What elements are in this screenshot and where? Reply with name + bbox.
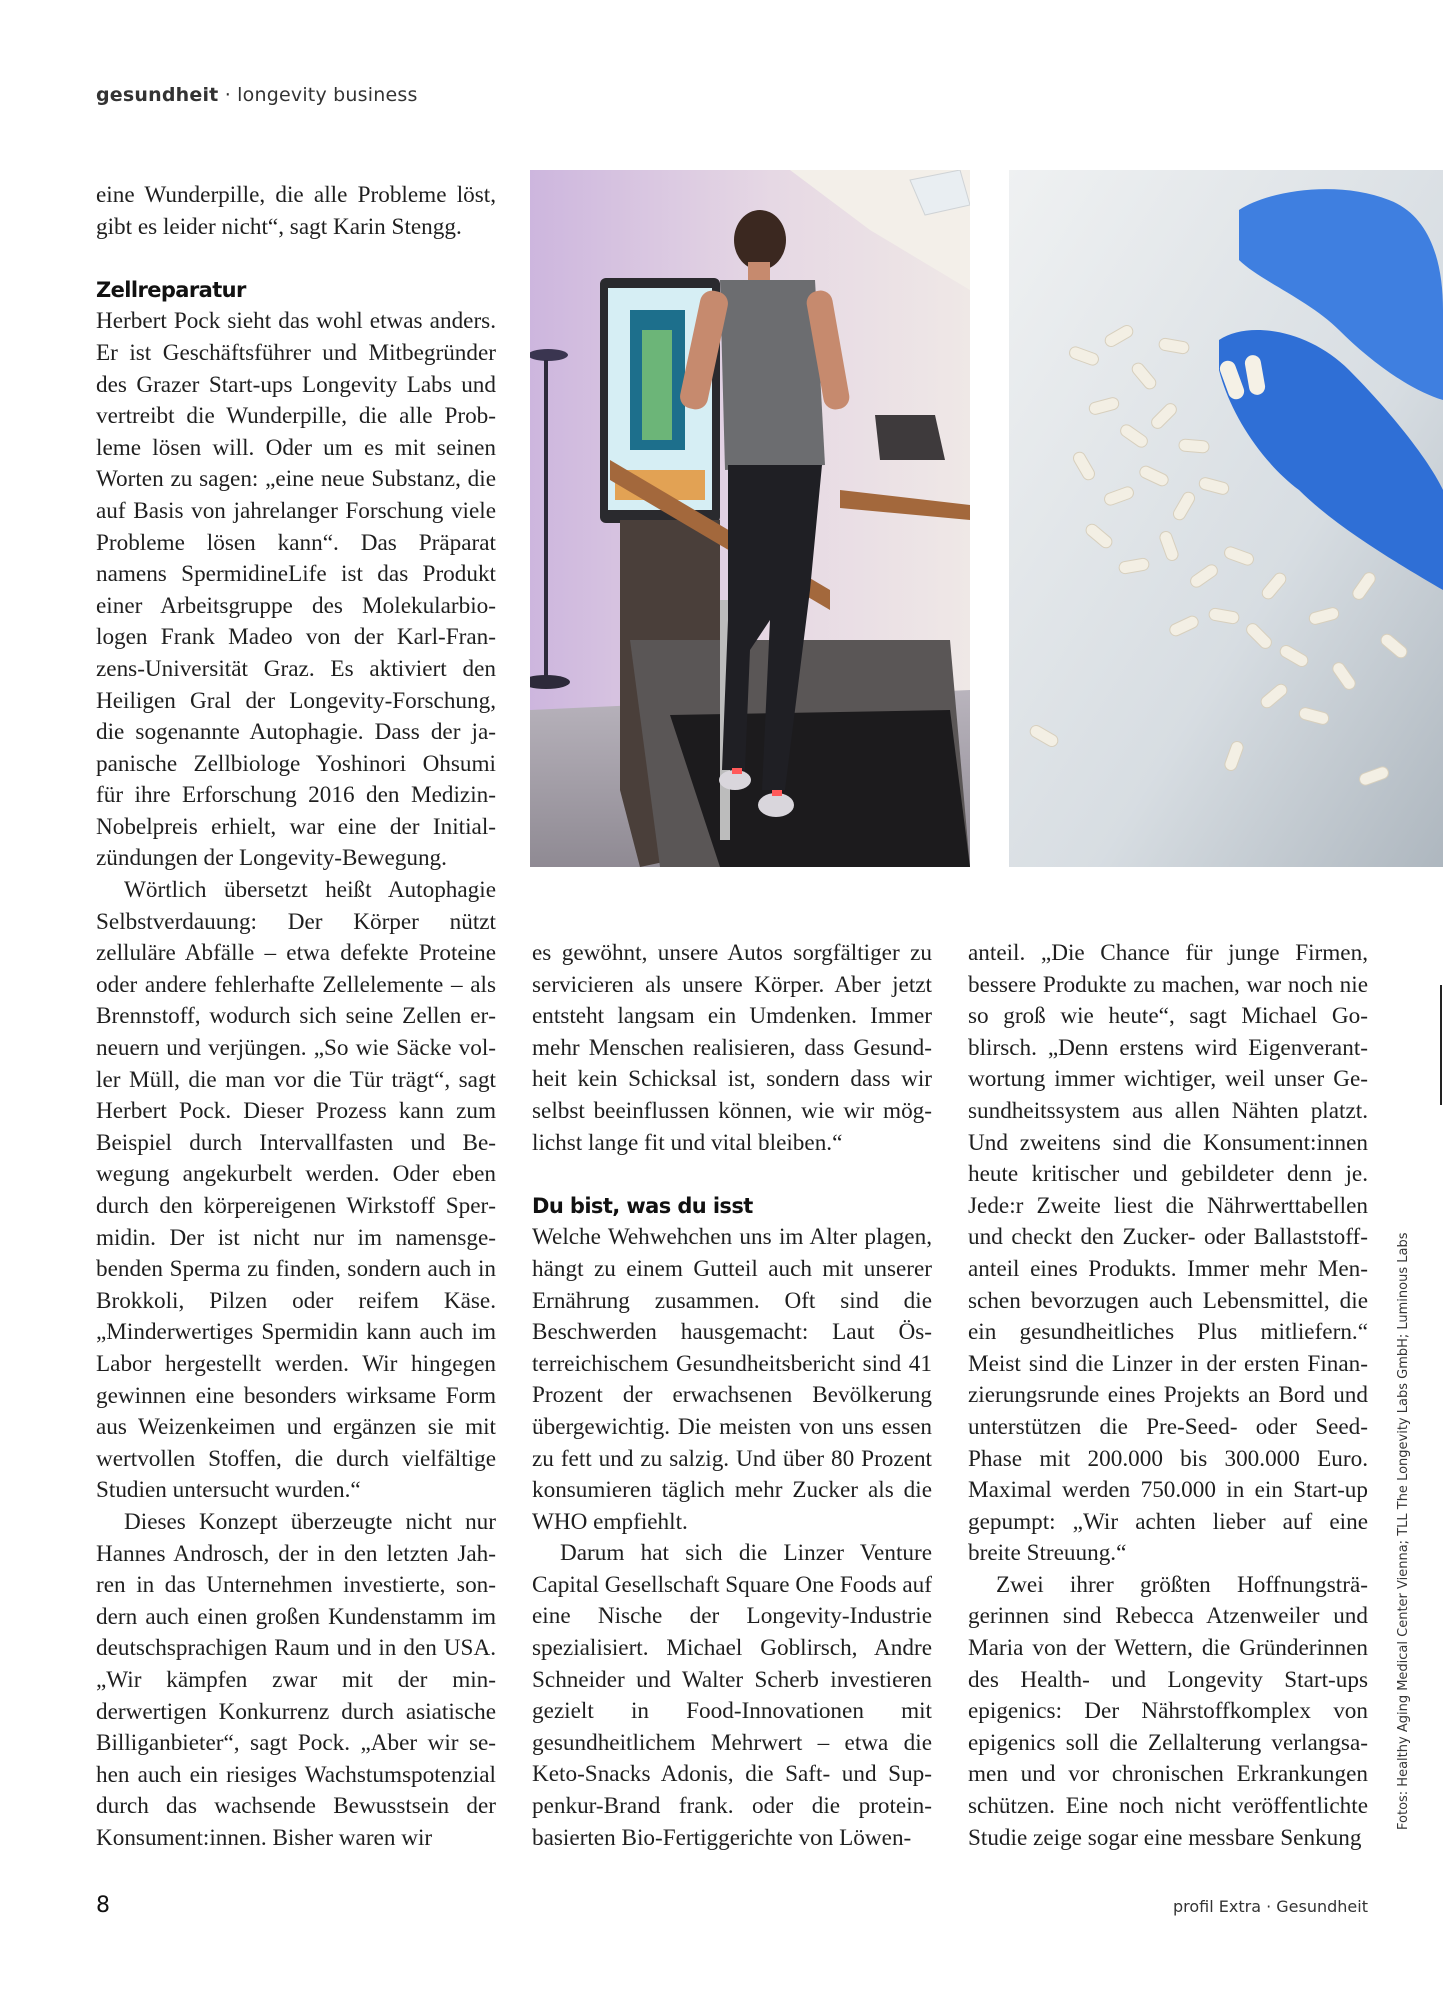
body-paragraph: Herbert Pock sieht das wohl etwas anders. Er ist Geschäftsführer und Mitbegründer des Grazer Start-ups Longevity Labs und vertreibt die Wunderpille, die alle Probleme lösen will. Oder um es mit seinen Worten zu sagen: „eine neue Substanz, die auf Basis von jahrelanger Forschung viele Probleme lösen kann“. Das Präparat namens SpermidineLife ist das Produkt einer Arbeitsgruppe des Molekularbiologen Frank Madeo von der Karl-Franzens-Universität Graz. Es aktiviert den Heiligen Gral der Longevity-Forschung, die sogenannte Autophagie. Dass der japanische Zellbiologe Yoshinori Ohsumi für ihre Erforschung 2016 den Medizin-Nobelpreis erhielt, war eine der Initialzündungen der Longevity-Bewegung. — [96, 308, 496, 872]
body-paragraph: eine Wunderpille, die alle Probleme löst, gibt es leider nicht“, sagt Karin Stengg. — [96, 182, 496, 240]
section-label: gesundheit — [96, 84, 219, 106]
page-header — [96, 84, 418, 106]
text-column-2 — [532, 938, 932, 1854]
photo-credit-text: Fotos: Healthy Aging Medical Center Vienna; TLL The Longevity Labs GmbH; Luminous Labs — [1396, 1232, 1411, 1830]
body-paragraph: Dieses Konzept überzeugte nicht nur Hannes Androsch, der in den letzten Jahren in das Unternehmen investierte, sondern auch einen großen Kundenstamm im deutschsprachigen Raum und in den USA. „Wir kämpfen zwar mit der minderwertigen Konkurrenz durch asiatische Billiganbieter“, sagt Pock. „Aber wir sehen auch ein riesiges Wachstumspotenzial durch das wachsende Bewusstsein der Konsument:innen. Bisher waren wir — [96, 1508, 496, 1851]
text-column-1 — [96, 180, 496, 1854]
capsules-photo — [1009, 170, 1443, 867]
body-paragraph: Welche Wehwehchen uns im Alter plagen, hängt zu einem Gutteil auch mit unserer Ernährung zusammen. Oft sind die Beschwerden hausgemacht: Laut Österreichischem Gesundheitsbericht sind 41 Prozent der erwachsenen Bevölkerung übergewichtig. Die meisten von uns essen zu fett und zu salzig. Und über 80 Prozent konsumieren täglich mehr Zucker als die WHO empfiehlt. — [532, 1224, 932, 1535]
capsules-illustration — [1009, 170, 1443, 867]
body-paragraph: anteil. „Die Chance für junge Firmen, bessere Produkte zu machen, war noch nie so groß wie heute“, sagt Michael Goblirsch. „Denn erstens wird Eigenverantwortung immer wichtiger, weil unser Gesundheitssystem aus allen Nähten platzt. Und zweitens sind die Konsument:innen heute kritischer und gebildeter denn je. Jede:r Zweite liest die Nährwerttabellen und checkt den Zucker- oder Ballaststoffanteil eines Produkts. Immer mehr Menschen bevorzugen auch Lebensmittel, die ein gesundheitliches Plus mitliefern.“ Meist sind die Linzer in der ersten Finanzierungsrunde eines Projekts an Bord und unterstützen die Pre-Seed- oder Seed-Phase mit 200.000 bis 300.000 Euro. Maximal werden 750.000 in ein Start-up gepumpt: „Wir achten lieber auf eine breite Streuung.“ — [968, 940, 1368, 1567]
section-heading: Du bist, was du isst — [532, 1193, 753, 1218]
publication-name: profil Extra · Gesundheit — [1173, 1897, 1368, 1916]
section-heading: Zellreparatur — [96, 277, 246, 302]
edge-rule — [1440, 985, 1442, 1105]
body-paragraph: Wörtlich übersetzt heißt Autophagie Selbstverdauung: Der Körper nützt zelluläre Abfälle – etwa defekte Proteine oder andere fehlerhafte Zellelemente – als Brennstoff, wodurch sich seine Zellen erneuern und verjüngen. „So wie Säcke voller Müll, die man vor die Tür trägt“, sagt Herbert Pock. Dieser Prozess kann zum Beispiel durch Intervallfasten und Bewegung angekurbelt werden. Oder eben durch den körpereigenen Wirkstoff Spermidin. Der ist nicht nur im namensgebenden Sperma zu finden, sondern auch in Brokkoli, Pilzen oder reifem Käse. „Minderwertiges Spermidin kann auch im Labor hergestellt werden. Wir hingegen gewinnen eine besonders wirksame Form aus Weizenkeimen und ergänzen sie mit wertvollen Stoffen, die durch vielfältige Studien untersucht wurden.“ — [96, 877, 496, 1504]
body-paragraph: Darum hat sich die Linzer Venture Capital Gesellschaft Square One Foods auf eine Nische der Longevity-Industrie spezialisiert. Michael Goblirsch, Andre Schneider und Walter Scherb investieren gezielt in Food-Innovationen mit gesundheitlichem Mehrwert – etwa die Keto-Snacks Adonis, die Saft- und Suppenkur-Brand frank. oder die proteinbasierten Bio-Fertiggerichte von Löwen- — [532, 1540, 932, 1851]
treadmill-illustration — [530, 170, 970, 867]
page-number: 8 — [96, 1893, 110, 1918]
photo-credit — [1396, 1232, 1444, 1830]
paragraph-gap — [532, 1159, 932, 1191]
subsection-label: · longevity business — [218, 84, 418, 106]
body-paragraph: es gewöhnt, unsere Autos sorgfältiger zu servicieren als unsere Körper. Aber jetzt entsteht langsam ein Umdenken. Immer mehr Menschen realisieren, dass Gesundheit kein Schicksal ist, sondern dass wir selbst beeinflussen können, wie wir möglichst lange fit und vital bleiben.“ — [532, 940, 932, 1156]
treadmill-photo — [530, 170, 970, 867]
body-paragraph: Zwei ihrer größten Hoffnungsträgerinnen sind Rebecca Atzenweiler und Maria von der Wettern, die Gründerinnen des Health- und Longevity Start-ups epigenics: Der Nährstoffkomplex von epigenics soll die Zellalterung verlangsamen und vor chronischen Erkrankungen schützen. Eine noch nicht veröffentlichte Studie zeige sogar eine messbare Senkung — [968, 1571, 1368, 1851]
text-column-3 — [968, 938, 1368, 1854]
paragraph-gap — [96, 243, 496, 275]
